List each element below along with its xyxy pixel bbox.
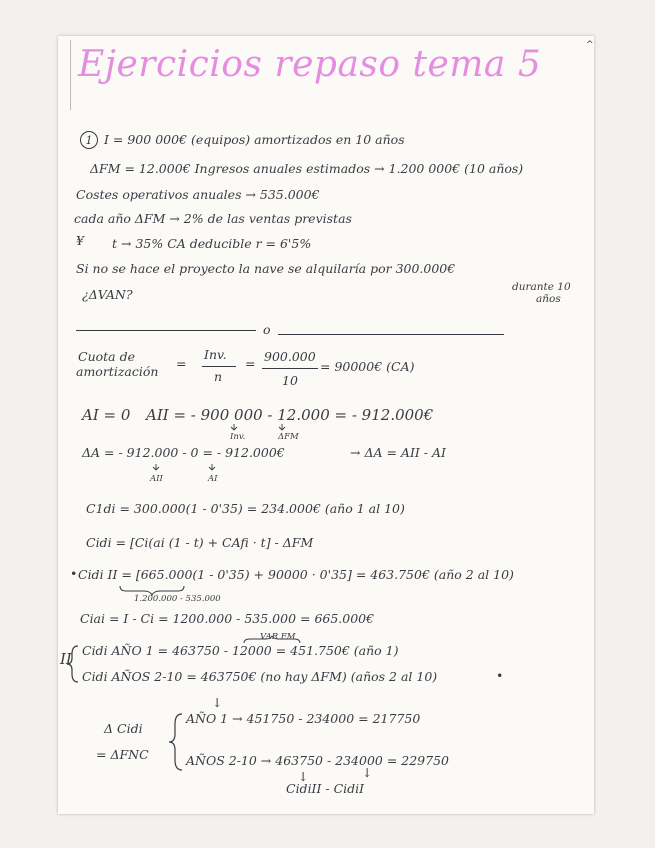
- cidi-formula: Cidi = [Ci(ai (1 - t) + CAfi · t] - ΔFM: [86, 535, 314, 550]
- line-rent-years: años: [536, 293, 561, 305]
- cidi-ii-mark: •: [70, 566, 78, 581]
- arrow-inv: [231, 424, 237, 430]
- line-operating-costs: Costes operativos anuales → 535.000€: [76, 187, 320, 202]
- line-rent-duration: durante 10: [512, 281, 571, 293]
- arrow-ai: [209, 464, 215, 470]
- cuota-label-2: amortización: [76, 364, 159, 379]
- delta-fnc-label: = ΔFNC: [96, 747, 149, 762]
- anos-2-10-line: AÑOS 2-10 → 463750 - 234000 = 229750: [186, 753, 449, 768]
- arrow-down-2: ↓: [298, 769, 309, 784]
- equals-1: =: [176, 356, 187, 371]
- inv-note: Inv.: [230, 432, 246, 442]
- brace-delta: [169, 714, 182, 770]
- cuota-result: = 90000€ (CA): [320, 359, 415, 374]
- delta-cidi-label: Δ Cidi: [104, 721, 143, 736]
- exercise-number: 1: [80, 131, 98, 149]
- arrow-aii: [153, 464, 159, 470]
- arrow-down-3: ↓: [362, 765, 373, 780]
- cidi-years-mark: •: [496, 668, 504, 683]
- line-question: ¿ΔVAN?: [82, 287, 133, 302]
- roman-two: II: [60, 650, 72, 668]
- equals-2: =: [245, 356, 256, 371]
- aii-note: AII: [150, 474, 163, 484]
- den-10: 10: [282, 373, 298, 388]
- page-title: Ejercicios repaso tema 5: [78, 44, 542, 85]
- aii-equation: AII = - 900 000 - 12.000 = - 912.000€: [146, 406, 434, 424]
- arrow-dfm: [279, 424, 285, 430]
- cidi-ii-subnote: 1.200.000 - 535.000: [134, 594, 221, 604]
- var-fm-note: VAR FM: [260, 632, 296, 642]
- ciai-line: Ciai = I - Ci = 1200.000 - 535.000 = 665.000€: [80, 611, 375, 626]
- cidi-ii-line: Cidi II = [665.000(1 - 0'35) + 90000 · 0'35] = 463.750€ (año 2 al 10): [78, 567, 514, 582]
- ai-note: AI: [208, 474, 218, 484]
- brace-roman: [67, 646, 78, 682]
- bottom-difference: CidiII - CidiI: [286, 781, 365, 796]
- line-rent-alternative: Si no se hace el proyecto la nave se alquilaría por 300.000€: [76, 261, 456, 276]
- line-investment: I = 900 000€ (equipos) amortizados en 10 años: [104, 132, 405, 147]
- n-denominator: n: [214, 369, 223, 384]
- ano1-line: AÑO 1 → 451750 - 234000 = 217750: [186, 711, 421, 726]
- delta-a-equation: ΔA = - 912.000 - 0 = - 912.000€: [82, 445, 285, 460]
- line-working-capital: ΔFM = 12.000€ Ingresos anuales estimados → 1.200 000€ (10 años): [90, 161, 524, 176]
- line-tax-rate: t → 35% CA deducible r = 6'5%: [112, 236, 312, 251]
- cidi-year1-line: Cidi AÑO 1 = 463750 - 12000 = 451.750€ (año 1): [82, 643, 399, 658]
- inv-numerator: Inv.: [204, 347, 227, 362]
- arrow-down-1: ↓: [212, 695, 223, 710]
- separator-mark: o: [263, 322, 271, 337]
- num-900000: 900.000: [264, 349, 316, 364]
- c1di-line: C1di = 300.000(1 - 0'35) = 234.000€ (año 1 al 10): [86, 501, 405, 516]
- line-mark: ¥: [76, 233, 84, 248]
- cidi-years-2-10-line: Cidi AÑOS 2-10 = 463750€ (no hay ΔFM) (años 2 al 10): [82, 669, 438, 684]
- line-annual-dfm: cada año ΔFM → 2% de las ventas previstas: [74, 211, 352, 226]
- underbrace: [120, 586, 184, 595]
- cuota-label-1: Cuota de: [78, 349, 135, 364]
- delta-a-definition: → ΔA = AII - AI: [350, 445, 446, 460]
- dfm-note: ΔFM: [278, 432, 299, 442]
- corner-mark: ^: [586, 40, 594, 50]
- ai-equation: AI = 0: [82, 406, 131, 424]
- overbrace-var-fm: [244, 636, 300, 643]
